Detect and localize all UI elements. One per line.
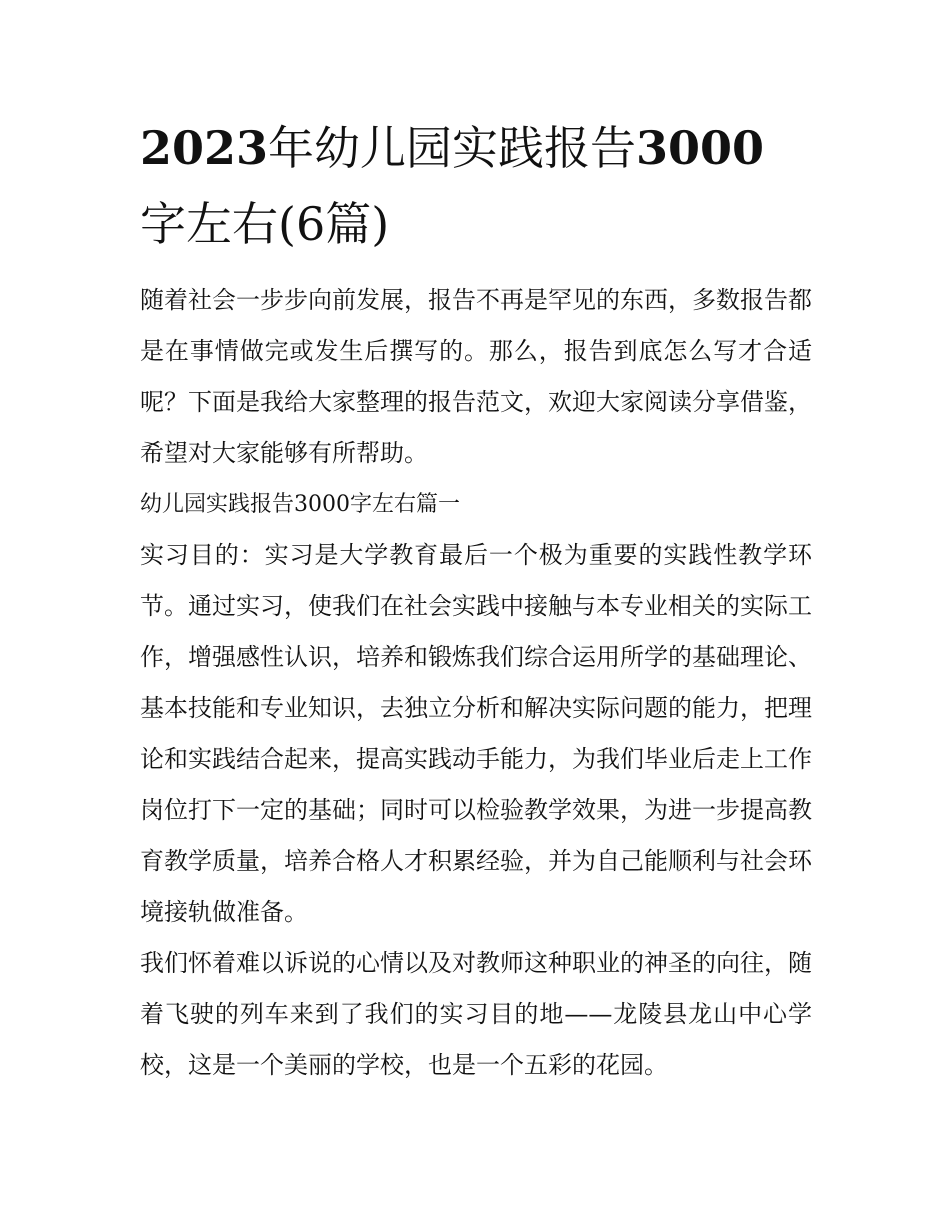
document-body [140, 275, 812, 1091]
body-paragraph-2: 我们怀着难以诉说的心情以及对教师这种职业的神圣的向往，随着飞驶的列车来到了我们的实习目的地——龙陵县龙山中心学校，这是一个美丽的学校，也是一个五彩的花园。 [140, 949, 812, 1079]
title-text-main: 年幼儿园实践报告 [268, 121, 637, 175]
title-word-count: 3000 [636, 121, 765, 175]
body-paragraph-1: 实习目的：实习是大学教育最后一个极为重要的实践性教学环节。通过实习，使我们在社会实践中接触与本专业相关的实际工作，增强感性认识，培养和锻炼我们综合运用所学的基础理论、基本技能和专业知识，去独立分析和解决实际问题的能力，把理论和实践结合起来，提高实践动手能力，为我们毕业后走上工作岗位打下一定的基础；同时可以检验教学效果，为进一步提高教育教学质量，培养合格人才积累经验，并为自己能顺利与社会环境接轨做准备。 [140, 541, 812, 926]
title-year: 2023 [140, 121, 269, 175]
title-text-suffix: 字左右(6篇) [140, 197, 390, 251]
section-heading: 幼儿园实践报告3000字左右篇一 [140, 492, 460, 517]
intro-paragraph: 随着社会一步步向前发展，报告不再是罕见的东西，多数报告都是在事情做完或发生后撰写的。那么，报告到底怎么写才合适呢？下面是我给大家整理的报告范文，欢迎大家阅读分享借鉴，希望对大家能够有所帮助。 [140, 286, 812, 467]
document-title [140, 110, 820, 262]
